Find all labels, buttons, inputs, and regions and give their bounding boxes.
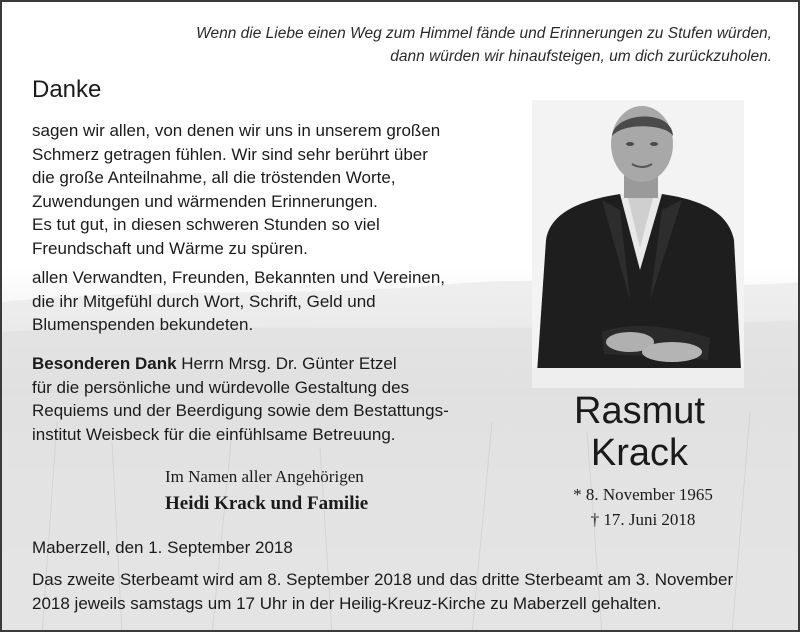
quote-line-1: Wenn die Liebe einen Weg zum Himmel fände und Erinnerungen zu Stufen würden, — [196, 25, 772, 42]
life-dates — [546, 482, 740, 532]
deceased-name — [547, 390, 732, 474]
birth-date: * 8. November 1965 — [573, 485, 713, 504]
place-date: Maberzell, den 1. September 2018 — [32, 538, 293, 557]
death-date: † 17. Juni 2018 — [590, 510, 696, 529]
thanks-heading: Danke — [32, 76, 102, 103]
thanks-paragraph-2: allen Verwandten, Freunden, Bekannten und Vereinen, die ihr Mitgefühl durch Wort, Schrift, Geld und Blumenspenden bekundeten. — [32, 268, 446, 335]
deceased-last-name: Krack — [590, 432, 689, 474]
memorial-mass-notice: Das zweite Sterbeamt wird am 8. September 2018 und das dritte Sterbeamt am 3. November 2018 jeweils samstags um 17 Uhr in der Heilig-Kreuz-Kirche zu Maberzell gehalten. — [32, 570, 734, 613]
family-signature: Heidi Krack und Familie — [165, 493, 369, 514]
special-thanks-text: Herrn Mrsg. Dr. Günter Etzel für die persönliche und würdevolle Gestaltung des Requiems und der Beerdigung sowie dem Bestattungs- institut Weisbeck für die einfühlsame Betreuung. — [32, 354, 449, 444]
special-thanks-paragraph — [32, 352, 449, 446]
quote-line-2: dann würden wir hinaufsteigen, um dich zurückzuholen. — [390, 48, 772, 65]
special-thanks-lead: Besonderen Dank — [32, 354, 177, 373]
deceased-first-name: Rasmut — [574, 390, 705, 432]
portrait-photo — [532, 100, 744, 388]
on-behalf-line: Im Namen aller Angehörigen — [165, 467, 364, 486]
epigraph-quote — [196, 22, 772, 68]
thanks-paragraph-1: sagen wir allen, von denen wir uns in unserem großen Schmerz getragen fühlen. Wir sind sehr berührt über die große Anteilnahme, all die tröstenden Worte, Zuwendungen und wärmenden Erinnerungen. Es tut gut, in diesen schweren Stunden so viel Freundschaft und Wärme zu spüren. — [32, 121, 441, 258]
